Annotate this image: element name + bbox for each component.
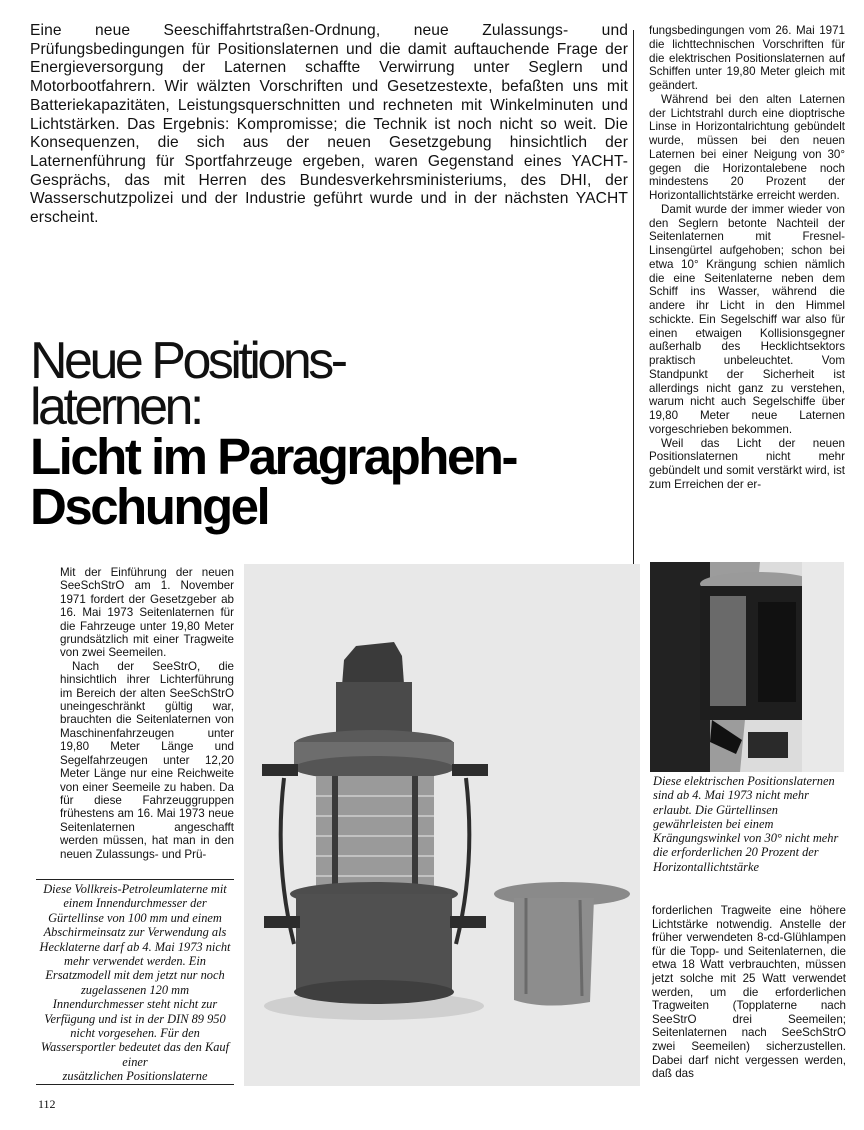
headline-line: laternen: [30,378,201,436]
electric-lantern-illustration [650,562,844,772]
caption-rule [36,879,234,880]
paragraph: Nach der SeeStrO, die hinsichtlich ihrer Lichterführung im Bereich der alten SeeSchStrO uneingeschränkt gültig war, brauchten die Seitenlaternen von Maschinenfahrzeugen unter 19,80 Meter Länge und Segelfahrzeugen unter 12,20 Meter Länge nur eine Reichweite von einer Seemeile zu haben. Da für diese Fahrzeuggruppen frühestens am 16. Mai 1973 neue Seitenlaternen angeschafft werden müssen, hat man in den neuen Zulassungs- und Prü- [60,659,234,861]
caption-petroleum-lantern [36,879,234,1085]
headline-light [30,332,630,436]
paragraph: Während bei den alten Laternen der Lichtstrahl durch eine dioptrische Linse in Horizontalrichtung gebündelt wurde, müssen bei den neuen Laternen bei einer Neigung von 30° gegen die Horizontalebene noch mindestens 20 Prozent der Horizontallichtstärke erreicht werden. [649,92,845,202]
paragraph: Damit wurde der immer wieder von den Seglern betonte Nachteil der Seitenlaternen mit Fresnel-Linsengürtel aufgehoben; schon bei etwa 10° Krängung schien nämlich die eine Seitenlaterne neben dem Schiff ins Wasser, während die andere ihr Licht in den Himmel schickte. Ein Segelschiff war also für einen etwaigen Kollisionsgegner außerhalb des Hecklichtsektors praktisch unbeleuchtet. Vom Standpunkt der Sicherheit ist allerdings nicht ganz zu verstehen, warum nicht auch Segelschiffe über 19,80 Meter neue Laternen vorgeschrieben bekommen. [649,202,845,436]
article-column-right-bottom [652,904,846,1081]
page-number: 112 [38,1097,56,1111]
photo-petroleum-lantern [244,564,640,1086]
paragraph: fungsbedingungen vom 26. Mai 1971 die lichttechnischen Vorschriften für die elektrischen Positionslaternen auf Schiffen unter 19,80 Meter gleich mit geändert. [649,24,845,92]
headline-line: Neue Positions- [30,332,345,390]
caption-electric-lantern: Diese elektrischen Positionslaternen sind ab 4. Mai 1973 nicht mehr erlaubt. Die Gürtellinsen gewährleisten bei einem Krängungswinkel von 30° nicht mehr die erforderlichen 20 Prozent der Horizontallichtstärke [653,774,839,874]
lantern-illustration [244,564,640,1086]
photo-electric-lantern [650,562,844,772]
paragraph: Weil das Licht der neuen Positionslaternen nicht mehr gebündelt und somit verstärkt wird, ist zum Erreichen der er- [649,436,845,491]
headline-bold [30,428,642,535]
paragraph: forderlichen Tragweite eine höhere Lichtstärke notwendig. Anstelle der früher verwendeten 8-cd-Glühlampen für die Topp- und Seitenlaternen, die etwa 18 Watt verbrauchten, müssen jetzt solche mit 25 Watt verwendet werden, um die erforderlichen Tragweiten (Topplaterne nach SeeStrO drei Seemeilen; Seitenlaternen nach SeeSchStrO zwei Seemeilen) sicherzustellen. Dabei darf nicht vergessen werden, daß das [652,904,846,1081]
article-column-right-top [649,24,845,492]
paragraph: Mit der Einführung der neuen SeeSchStrO am 1. November 1971 fordert der Gesetzgeber ab 16. Mai 1973 Seitenlaternen für die Fahrzeuge unter 19,80 Meter grundsätzlich mit einer Tragweite von zwei Seemeilen. [60,566,234,660]
article-column-left [60,566,234,861]
headline-line: Dschungel [30,478,269,535]
headline-line: Licht im Paragraphen- [30,428,516,485]
caption-text: Diese Vollkreis-Petroleumlaterne mit einem Innendurchmesser der Gürtellinse von 100 mm und einem Abschirmeinsatz zur Verwendung als Hecklaterne darf ab 4. Mai 1973 nicht mehr verwendet werden. Ein Ersatzmodell mit dem jetzt nur noch zugelassenen 120 mm Innendurchmesser steht nicht zur Verfügung und ist in der DIN 89 950 nicht vorgesehen. Für den Wassersportler bedeutet das den Kauf einer [39,882,231,1069]
caption-underlined-text: zusätzlichen Positionslaterne [36,1069,234,1084]
intro-paragraph: Eine neue Seeschiffahrtstraßen-Ordnung, neue Zulassungs- und Prüfungsbedingungen für Positionslaternen und die damit auftauchende Frage der Energieversorgung der Laternen schaffte Verwirrung unter Seglern und Motorbootfahrern. Wir wälzten Vorschriften und Gesetzestexte, befaßten uns mit Batteriekapazitäten, Leistungsquerschnitten und rechneten mit Winkelminuten und Lichtstärken. Das Ergebnis: Kompromisse; die Technik ist noch nicht so weit. Die Konsequenzen, die sich aus der neuen Gesetzgebung hinsichtlich der Laternenführung für Sportfahrzeuge ergeben, waren Gegenstand eines YACHT-Gesprächs, das mit Herren des Bundesverkehrsministeriums, des DHI, der Wasserschutzpolizei und der Industrie geführt wurde und in der nächsten YACHT erscheint. [30,22,628,227]
